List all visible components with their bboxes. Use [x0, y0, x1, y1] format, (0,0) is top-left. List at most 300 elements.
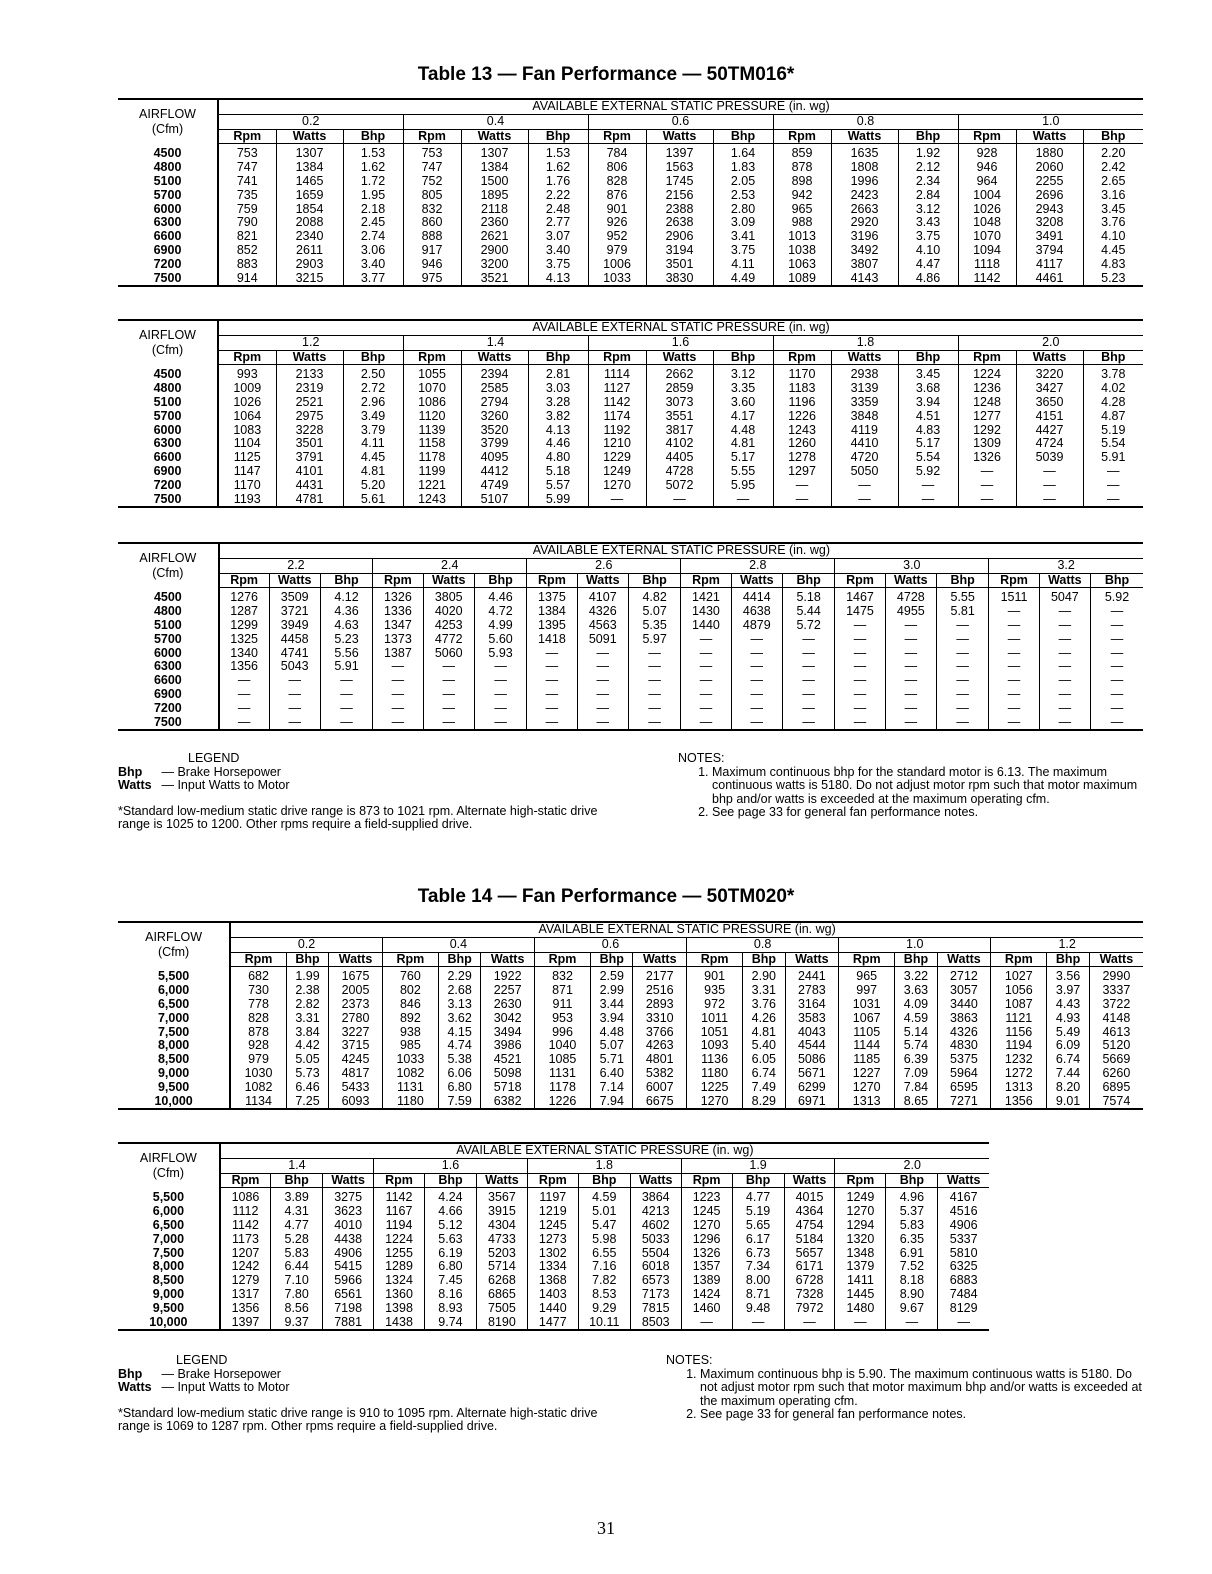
table-cell: 5964 — [937, 1067, 991, 1081]
table-cell: 1026 — [958, 203, 1016, 217]
table-cell: 6.09 — [1047, 1039, 1089, 1053]
table-cell: — — [219, 702, 269, 716]
legend-item — [118, 779, 618, 793]
table-cell: — — [782, 647, 834, 661]
table-cell: 6971 — [785, 1095, 839, 1110]
notes-heading: NOTES: — [678, 751, 725, 765]
table-cell: 3275 — [323, 1188, 374, 1205]
table-cell: 1038 — [773, 244, 831, 258]
table-cell: 4879 — [731, 619, 782, 633]
column-label: Bhp — [528, 129, 588, 144]
table-cell: 1389 — [681, 1274, 732, 1288]
column-label: Watts — [646, 129, 713, 144]
cfm-label: (Cfm) — [151, 342, 184, 357]
table-cell: 1.72 — [343, 175, 403, 189]
table-cell: 1089 — [773, 272, 831, 287]
table-cell: 5060 — [423, 647, 474, 661]
table-cell: 7.52 — [886, 1260, 938, 1274]
table-row — [118, 688, 1143, 702]
airflow-cfm: 6,000 — [152, 1205, 185, 1219]
table-cell: — — [831, 493, 898, 508]
table-cell: 3721 — [269, 605, 320, 619]
table-cell: 1004 — [958, 189, 1016, 203]
table-cell: — — [1039, 647, 1090, 661]
table-cell: 6573 — [630, 1274, 681, 1288]
table-cell: 3.76 — [743, 998, 785, 1012]
table-cell: 2696 — [1016, 189, 1083, 203]
table-cell: 4830 — [937, 1039, 991, 1053]
table-cell: 1440 — [527, 1302, 578, 1316]
table-cell: 2900 — [461, 244, 528, 258]
table-cell: 4326 — [937, 1026, 991, 1040]
table-cell: — — [782, 674, 834, 688]
table-cell: — — [938, 1316, 989, 1331]
column-label: Rpm — [527, 573, 577, 588]
table-cell: 6.06 — [438, 1067, 480, 1081]
table-cell: 4364 — [784, 1205, 835, 1219]
table-cell: 2.80 — [713, 203, 773, 217]
legend-footnote: *Standard low-medium static drive range is 910 to 1095 rpm. Alternate high-static drive range is 1069 to 1287 rpm. Other rpms require a field-supplied drive. — [118, 1405, 598, 1434]
table-cell: — — [731, 674, 782, 688]
table-cell: 2360 — [461, 216, 528, 230]
note-item: 2. See page 33 for general fan performance notes. — [712, 806, 1146, 820]
airflow-cfm: 5700 — [153, 188, 182, 202]
table-cell: 4.26 — [743, 1012, 785, 1026]
table-cell: 5.91 — [1083, 451, 1143, 465]
table-cell: — — [320, 674, 372, 688]
table-cell: 1379 — [835, 1260, 886, 1274]
table-cell: 8.65 — [895, 1095, 937, 1110]
table-cell: 4.31 — [271, 1205, 323, 1219]
table-cell: 2.20 — [1083, 144, 1143, 161]
table-cell: — — [373, 702, 423, 716]
table-cell: 7.82 — [578, 1274, 630, 1288]
table-cell: 6.55 — [578, 1247, 630, 1261]
table-cell: — — [527, 688, 577, 702]
table-cell: — — [958, 479, 1016, 493]
table-row — [118, 189, 1143, 203]
table-cell: 3.12 — [898, 203, 958, 217]
table-cell: 1411 — [835, 1274, 886, 1288]
table-cell: 1272 — [991, 1067, 1047, 1081]
table-cell: 3.82 — [528, 410, 588, 424]
table-cell: 1440 — [681, 619, 731, 633]
column-label: Rpm — [989, 573, 1039, 588]
column-label: Rpm — [373, 573, 423, 588]
table-cell: 3.07 — [528, 230, 588, 244]
table13-notes — [678, 752, 1146, 820]
table-cell: 3567 — [476, 1188, 527, 1205]
table-cell: — — [1091, 688, 1143, 702]
table-cell: — — [527, 647, 577, 661]
table-cell: 2.18 — [343, 203, 403, 217]
table-cell: 1326 — [681, 1247, 732, 1261]
table-cell: — — [474, 660, 526, 674]
table-cell: — — [713, 493, 773, 508]
table-cell: — — [773, 479, 831, 493]
table-cell: 1064 — [218, 410, 276, 424]
table-cell: 979 — [588, 244, 646, 258]
table-cell: 7.84 — [895, 1081, 937, 1095]
column-label: Watts — [276, 129, 343, 144]
table-cell: 4245 — [329, 1053, 383, 1067]
pressure-header: AVAILABLE EXTERNAL STATIC PRESSURE (in. wg) — [218, 99, 1143, 114]
airflow-cfm: 5100 — [153, 618, 182, 632]
table-cell: 1398 — [374, 1302, 425, 1316]
table-cell: 5671 — [785, 1067, 839, 1081]
table-cell: — — [989, 647, 1039, 661]
table-cell: 1067 — [839, 1012, 895, 1026]
table-cell: 5.56 — [320, 647, 372, 661]
table-cell: 4020 — [423, 605, 474, 619]
table-cell: 3551 — [646, 410, 713, 424]
column-label: Bhp — [1083, 350, 1143, 365]
table-cell: 5.54 — [898, 451, 958, 465]
table-cell: 4.13 — [528, 424, 588, 438]
table-cell: 9.37 — [271, 1316, 323, 1331]
table-cell: — — [1091, 702, 1143, 716]
column-label: Rpm — [219, 573, 269, 588]
table-cell: 2.74 — [343, 230, 403, 244]
table-cell: 3.13 — [438, 998, 480, 1012]
airflow-label: AIRFLOW — [139, 106, 196, 121]
table-cell: 1467 — [835, 588, 885, 605]
table-row — [118, 1316, 989, 1331]
table-cell: 1296 — [681, 1233, 732, 1247]
pressure-value: 1.0 — [958, 114, 1143, 129]
table-cell: 828 — [230, 1012, 286, 1026]
column-label: Watts — [269, 573, 320, 588]
table-cell: 3501 — [646, 258, 713, 272]
column-label: Bhp — [898, 129, 958, 144]
table-cell: 6561 — [323, 1288, 374, 1302]
table-cell: 4.96 — [886, 1188, 938, 1205]
table-cell: 6.17 — [732, 1233, 784, 1247]
table-cell: 4010 — [323, 1219, 374, 1233]
airflow-cfm: 7500 — [118, 716, 219, 731]
table-cell: — — [474, 716, 526, 731]
table-cell: 4119 — [831, 424, 898, 438]
table-row — [118, 619, 1143, 633]
airflow-label: AIRFLOW — [145, 929, 203, 944]
airflow-cfm: 9,000 — [152, 1287, 185, 1301]
table-cell: — — [681, 716, 731, 731]
table-cell: — — [989, 605, 1039, 619]
table-cell: 2662 — [646, 365, 713, 382]
table-cell: 946 — [958, 161, 1016, 175]
table14-notes — [666, 1354, 1146, 1422]
table-cell: 1277 — [958, 410, 1016, 424]
pressure-value: 3.0 — [835, 558, 989, 573]
airflow-cfm: 9,000 — [157, 1066, 190, 1080]
table-cell: 1070 — [958, 230, 1016, 244]
table-cell: 1083 — [218, 424, 276, 438]
table-cell: 4.28 — [1083, 396, 1143, 410]
table-cell: 1142 — [220, 1219, 271, 1233]
table-cell: 4.93 — [1047, 1012, 1089, 1026]
table-cell: 1287 — [219, 605, 269, 619]
table-cell: 972 — [687, 998, 743, 1012]
column-label: Bhp — [886, 1173, 938, 1188]
table-cell: 1465 — [276, 175, 343, 189]
table-cell: — — [989, 633, 1039, 647]
table-cell: 2133 — [276, 365, 343, 382]
table-cell: 2938 — [831, 365, 898, 382]
table-cell: 7.09 — [895, 1067, 937, 1081]
table-cell: 5086 — [785, 1053, 839, 1067]
table-cell: 1895 — [461, 189, 528, 203]
legend-def: — Brake Horsepower — [161, 1366, 281, 1381]
table-cell: 6.74 — [1047, 1053, 1089, 1067]
airflow-cfm: 6000 — [153, 646, 182, 660]
table-cell: 1026 — [218, 396, 276, 410]
table-row — [118, 998, 1143, 1012]
pressure-value: 1.6 — [374, 1158, 528, 1173]
table-cell: — — [782, 660, 834, 674]
table-cell: 7.34 — [732, 1260, 784, 1274]
table-cell: 2.59 — [591, 967, 633, 984]
airflow-cfm: 4800 — [153, 161, 182, 175]
table-cell: 2783 — [785, 984, 839, 998]
table-cell: 805 — [403, 189, 461, 203]
column-label: Bhp — [898, 350, 958, 365]
table-cell: 7.25 — [286, 1095, 328, 1110]
table-cell: 5.93 — [474, 647, 526, 661]
table-cell: — — [1016, 465, 1083, 479]
table-cell: 5.18 — [782, 588, 834, 605]
table-cell: 1170 — [773, 365, 831, 382]
table-cell: 1121 — [991, 1012, 1047, 1026]
table-cell: 4602 — [630, 1219, 681, 1233]
table-cell: — — [646, 493, 713, 508]
table-cell: 2.99 — [591, 984, 633, 998]
page-number: 31 — [597, 1518, 615, 1538]
table-cell: 4148 — [1089, 1012, 1143, 1026]
table-cell: 828 — [588, 175, 646, 189]
table-cell: — — [835, 660, 885, 674]
table-cell: 2859 — [646, 382, 713, 396]
table-cell: 4.48 — [713, 424, 773, 438]
airflow-cfm: 5,500 — [157, 969, 190, 984]
table-cell: — — [835, 647, 885, 661]
table-cell: 5.38 — [438, 1053, 480, 1067]
table-cell: 4.66 — [424, 1205, 476, 1219]
table-cell: 3863 — [937, 1012, 991, 1026]
table-cell: 1477 — [527, 1316, 578, 1331]
table-cell: 1418 — [527, 633, 577, 647]
pressure-value: 0.4 — [403, 114, 588, 129]
table-cell: 3194 — [646, 244, 713, 258]
table-cell: 1178 — [403, 451, 461, 465]
airflow-cfm: 9,500 — [157, 1080, 190, 1094]
table-cell: 3.63 — [895, 984, 937, 998]
cfm-label: (Cfm) — [152, 1165, 185, 1180]
airflow-cfm: 9,500 — [152, 1301, 185, 1315]
table-cell: 3491 — [1016, 230, 1083, 244]
table-cell: 4167 — [938, 1188, 989, 1205]
table-cell: 8.00 — [732, 1274, 784, 1288]
table-cell: — — [269, 688, 320, 702]
note-item: 1. Maximum continuous bhp for the standard motor is 6.13. The maximum continuous watts is 5180. Do not adjust motor rpm such that motor maximum bhp and/or watts is exceeded at the maximum operating cfm. — [712, 766, 1146, 807]
column-label: Watts — [784, 1173, 835, 1188]
table-cell: 2630 — [481, 998, 535, 1012]
table-cell: 5.55 — [937, 588, 989, 605]
legend-heading: LEGEND — [176, 1353, 228, 1367]
table-cell: 5.18 — [528, 465, 588, 479]
table-cell: 4043 — [785, 1026, 839, 1040]
table-cell: 1236 — [958, 382, 1016, 396]
table-cell: 4521 — [481, 1053, 535, 1067]
table-cell: — — [731, 633, 782, 647]
table-cell: 3.94 — [591, 1012, 633, 1026]
table-cell: — — [628, 702, 680, 716]
table-cell: — — [681, 674, 731, 688]
table-cell: 7.45 — [424, 1274, 476, 1288]
table-cell: 4015 — [784, 1188, 835, 1205]
table-cell: 4101 — [276, 465, 343, 479]
legend-abbr: Bhp — [118, 764, 143, 779]
table-cell: 1273 — [527, 1233, 578, 1247]
table-row — [118, 424, 1143, 438]
table-cell: 2.34 — [898, 175, 958, 189]
table-cell: 8.20 — [1047, 1081, 1089, 1095]
column-label: Bhp — [895, 952, 937, 967]
table-cell: 9.74 — [424, 1316, 476, 1331]
table-cell: 5966 — [323, 1274, 374, 1288]
table-cell: 1114 — [588, 365, 646, 382]
table-cell: 6.80 — [438, 1081, 480, 1095]
table-cell: 1270 — [687, 1095, 743, 1110]
airflow-cfm: 10,000 — [118, 1316, 220, 1331]
table-cell: 735 — [218, 189, 276, 203]
column-label: Watts — [937, 952, 991, 967]
table-cell: 1094 — [958, 244, 1016, 258]
table-cell: 2441 — [785, 967, 839, 984]
table-cell: 3440 — [937, 998, 991, 1012]
table-cell: 1384 — [527, 605, 577, 619]
table-cell: 2.48 — [528, 203, 588, 217]
column-label: Watts — [1016, 129, 1083, 144]
table-cell: 4516 — [938, 1205, 989, 1219]
table-cell: 2.38 — [286, 984, 328, 998]
table-cell: 1307 — [276, 144, 343, 161]
table-cell: 1125 — [218, 451, 276, 465]
table-cell: 1659 — [276, 189, 343, 203]
table-cell: 1356 — [219, 660, 269, 674]
table-cell: 1127 — [588, 382, 646, 396]
table-cell: 1360 — [374, 1288, 425, 1302]
airflow-cfm: 4500 — [153, 367, 182, 382]
table-cell: 4.15 — [438, 1026, 480, 1040]
table-cell: 10.11 — [578, 1316, 630, 1331]
table-cell: 1320 — [835, 1233, 886, 1247]
table-cell: — — [898, 479, 958, 493]
table-cell: — — [269, 674, 320, 688]
table-row — [118, 1188, 989, 1205]
column-label: Rpm — [218, 350, 276, 365]
column-label: Watts — [938, 1173, 989, 1188]
airflow-cfm: 6000 — [153, 423, 182, 437]
table-cell: 4728 — [885, 588, 936, 605]
table-cell: 3208 — [1016, 216, 1083, 230]
table-cell: 1438 — [374, 1316, 425, 1331]
table-cell: — — [423, 688, 474, 702]
table-cell: 4638 — [731, 605, 782, 619]
table-cell: 985 — [382, 1039, 438, 1053]
table-cell: 6.80 — [424, 1260, 476, 1274]
table-cell: 1270 — [835, 1205, 886, 1219]
table-cell: 2.96 — [343, 396, 403, 410]
table-cell: 741 — [218, 175, 276, 189]
cfm-label: (Cfm) — [151, 121, 184, 136]
table-cell: 1134 — [230, 1095, 286, 1110]
table-cell: 1207 — [220, 1247, 271, 1261]
table-cell: — — [885, 619, 936, 633]
table-cell: 1011 — [687, 1012, 743, 1026]
table-cell: 1245 — [681, 1205, 732, 1219]
table-cell: 1093 — [687, 1039, 743, 1053]
airflow-cfm: 4500 — [153, 590, 182, 605]
table-row — [118, 410, 1143, 424]
column-label: Bhp — [1091, 573, 1143, 588]
table-cell: 4.11 — [343, 437, 403, 451]
table-cell: 7574 — [1089, 1095, 1143, 1110]
table-cell: 6299 — [785, 1081, 839, 1095]
table-cell: 1226 — [773, 410, 831, 424]
table-cell: 1292 — [958, 424, 1016, 438]
table-cell: 5.63 — [424, 1233, 476, 1247]
table-cell: 4.10 — [898, 244, 958, 258]
table-cell: 7.94 — [591, 1095, 633, 1110]
table-cell: 871 — [534, 984, 590, 998]
column-label: Bhp — [743, 952, 785, 967]
table-cell: — — [423, 702, 474, 716]
table-cell: 4.77 — [732, 1188, 784, 1205]
table13-block-1 — [118, 98, 1143, 287]
table-cell: 2423 — [831, 189, 898, 203]
table-cell: 1243 — [773, 424, 831, 438]
table-cell: 3715 — [329, 1039, 383, 1053]
table-cell: 5.19 — [732, 1205, 784, 1219]
table-cell: 1302 — [527, 1247, 578, 1261]
table-cell: 6.35 — [886, 1233, 938, 1247]
table-cell: 5203 — [476, 1247, 527, 1261]
table-cell: 2780 — [329, 1012, 383, 1026]
table-cell: 1224 — [958, 365, 1016, 382]
table-cell: 3.31 — [286, 1012, 328, 1026]
table-cell: 5.54 — [1083, 437, 1143, 451]
table14-block-1 — [118, 921, 1143, 1110]
airflow-cfm: 4500 — [153, 146, 182, 161]
table-cell: 4410 — [831, 437, 898, 451]
table-cell: 4.72 — [474, 605, 526, 619]
table-row — [118, 365, 1143, 382]
table-cell: 9.48 — [732, 1302, 784, 1316]
table-cell: 4724 — [1016, 437, 1083, 451]
table-cell: — — [628, 688, 680, 702]
airflow-cfm: 5100 — [153, 395, 182, 409]
table-cell: — — [1039, 619, 1090, 633]
table-cell: 1194 — [991, 1039, 1047, 1053]
table-cell: 1174 — [588, 410, 646, 424]
table-cell: — — [782, 688, 834, 702]
pressure-value: 0.8 — [773, 114, 958, 129]
table-cell: 3492 — [831, 244, 898, 258]
table-cell: 1196 — [773, 396, 831, 410]
table-cell: 2060 — [1016, 161, 1083, 175]
table-cell: 2.42 — [1083, 161, 1143, 175]
column-label: Bhp — [320, 573, 372, 588]
